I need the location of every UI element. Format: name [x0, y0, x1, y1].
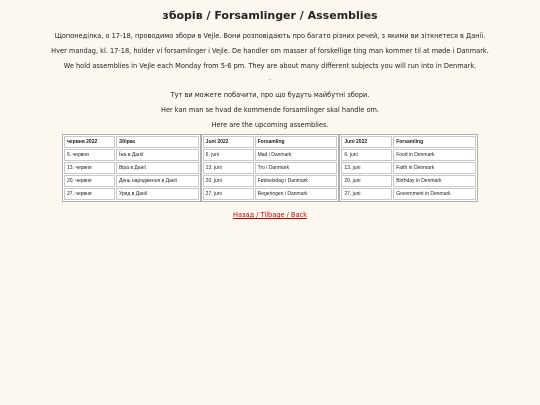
table-header-row	[203, 136, 338, 148]
table-header-row	[341, 136, 476, 148]
date-cell: 20. juni	[203, 175, 254, 187]
table-row	[341, 162, 476, 174]
date-cell: 13. червня	[64, 162, 115, 174]
table-row	[203, 162, 338, 174]
separator-dot: .	[269, 75, 271, 82]
column-header-date: Juni 2022	[341, 136, 392, 148]
upcoming-danish: Her kan man se hvad de kommende forsamlinger skal handle om.	[160, 106, 380, 114]
topic-cell: Mad i Danmark	[255, 149, 338, 161]
date-cell: 27. juni	[341, 188, 392, 200]
table-row	[203, 149, 338, 161]
topic-cell: Food in Denmark	[393, 149, 476, 161]
schedule-table-danish	[201, 134, 340, 202]
table-row	[64, 149, 199, 161]
topic-cell: Government in Denmark	[393, 188, 476, 200]
topic-cell: Fødselsdag i Danmark	[255, 175, 338, 187]
table-row	[64, 175, 199, 187]
column-header-topic: Forsamling	[393, 136, 476, 148]
date-cell: 6. juni	[203, 149, 254, 161]
schedule-tables	[62, 134, 478, 202]
upcoming-english: Here are the upcoming assemblies.	[211, 121, 329, 129]
topic-cell: Regeringen i Danmark	[255, 188, 338, 200]
intro-danish: Hver mandag, kl. 17-18, holder vi forsamlinger i Vejle. De handler om masser af forskellige ting man kommer til at møde i Danmark.	[51, 47, 489, 55]
table-row	[203, 175, 338, 187]
table-header-row	[64, 136, 199, 148]
date-cell: 13. juni	[341, 162, 392, 174]
separator-dot: .	[269, 195, 271, 202]
table-row	[341, 175, 476, 187]
column-header-date: червня 2022	[64, 136, 115, 148]
date-cell: 20. червня	[64, 175, 115, 187]
intro-ukrainian: Щопонеділка, о 17-18, проводимо збори в Vejle. Вони розповідають про багато різних речей, з якими ви зіткнетеся в Данії.	[54, 32, 486, 40]
column-header-topic: Збірка	[116, 136, 199, 148]
column-header-topic: Forsamling	[255, 136, 338, 148]
column-header-date: Juni 2022	[203, 136, 254, 148]
page-title: зборів / Forsamlinger / Assemblies	[162, 9, 378, 22]
table-row	[64, 162, 199, 174]
date-cell: 27. червня	[64, 188, 115, 200]
topic-cell: Уряд в Данії	[116, 188, 199, 200]
date-cell: 27. juni	[203, 188, 254, 200]
intro-english: We hold assemblies in Vejle each Monday from 5-6 pm. They are about many different subjects you will run into in Denmark.	[63, 62, 477, 70]
table-row	[341, 149, 476, 161]
topic-cell: Віра в Данії	[116, 162, 199, 174]
topic-cell: Birthday in Denmark	[393, 175, 476, 187]
back-link[interactable]: Назад / Tilbage / Back	[233, 211, 307, 219]
topic-cell: Їжа в Данії	[116, 149, 199, 161]
date-cell: 13. juni	[203, 162, 254, 174]
upcoming-ukrainian: Тут ви можете побачити, про що будуть майбутні збори.	[170, 91, 370, 99]
topic-cell: Faith in Denmark	[393, 162, 476, 174]
schedule-table-english	[339, 134, 478, 202]
topic-cell: День народження в Данії	[116, 175, 199, 187]
back-link-container	[0, 211, 540, 219]
date-cell: 6. juni	[341, 149, 392, 161]
date-cell: 20. juni	[341, 175, 392, 187]
schedule-table-ukrainian	[62, 134, 201, 202]
date-cell: 6. червня	[64, 149, 115, 161]
topic-cell: Tro i Danmark	[255, 162, 338, 174]
